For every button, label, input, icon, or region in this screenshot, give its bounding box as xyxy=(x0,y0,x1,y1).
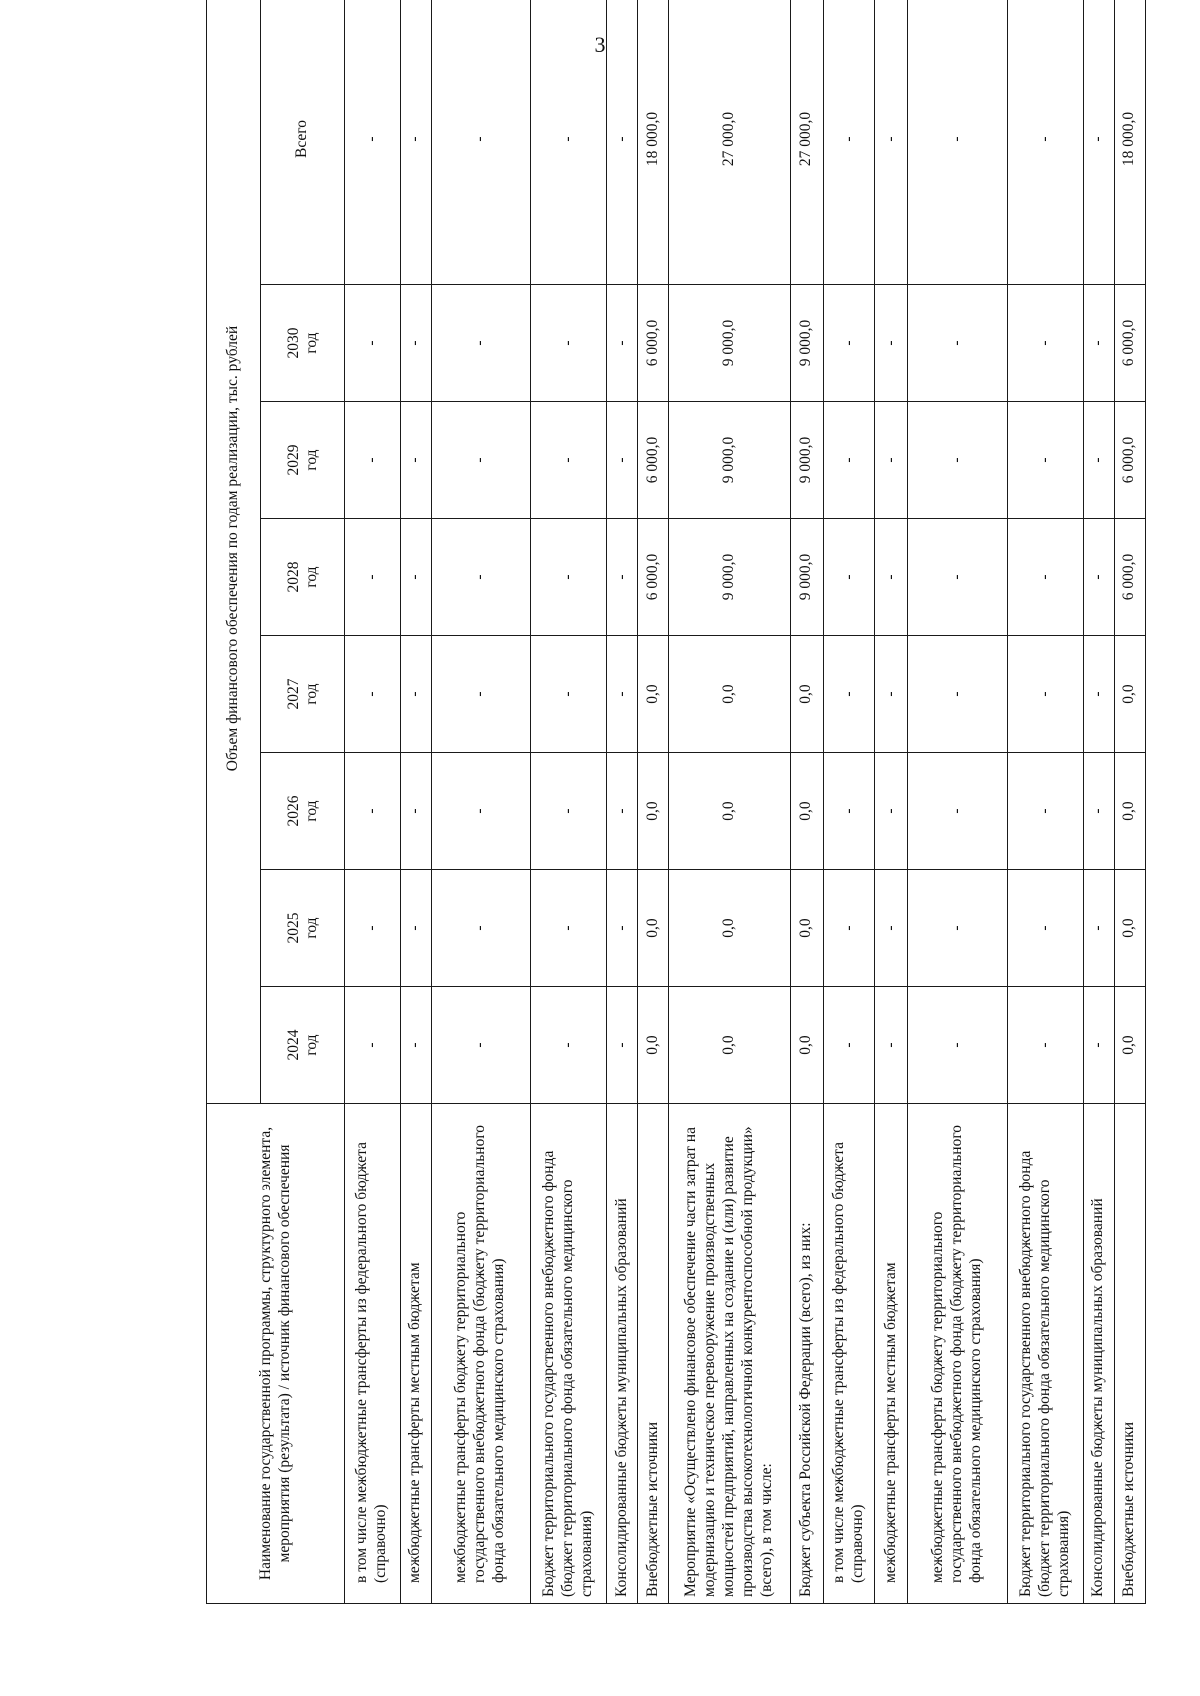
cell-2024: 0,0 xyxy=(1114,987,1145,1104)
cell-2026: - xyxy=(908,753,1007,870)
year-header-2029: 2029 год xyxy=(261,402,345,519)
cell-2029: 6 000,0 xyxy=(638,402,669,519)
cell-2024: - xyxy=(823,987,875,1104)
cell-2030: - xyxy=(345,285,401,402)
cell-2026: 0,0 xyxy=(669,753,791,870)
cell-2027: - xyxy=(875,636,908,753)
cell-2027: - xyxy=(345,636,401,753)
cell-2025: - xyxy=(908,870,1007,987)
year-header-2026: 2026 год xyxy=(261,753,345,870)
row-label: Консолидированные бюджеты муниципальных образований xyxy=(607,1104,638,1604)
cell-2029: - xyxy=(345,402,401,519)
cell-2027: - xyxy=(607,636,638,753)
cell-2029: - xyxy=(908,402,1007,519)
cell-2025: - xyxy=(1083,870,1114,987)
cell-2028: 9 000,0 xyxy=(669,519,791,636)
cell-2027: - xyxy=(431,636,530,753)
table-row xyxy=(607,0,638,1604)
page-number: 3 xyxy=(594,32,606,57)
cell-2028: - xyxy=(431,519,530,636)
row-label: межбюджетные трансферты бюджету территориального государственного внебюджетного фонда (бюджету территориального фонда обязательного медицинского страхования) xyxy=(431,1104,530,1604)
cell-2026: - xyxy=(1083,753,1114,870)
year-header-2025: 2025 год xyxy=(261,870,345,987)
row-label: Внебюджетные источники xyxy=(1114,1104,1145,1604)
cell-total: - xyxy=(400,0,431,285)
cell-2030: - xyxy=(530,285,606,402)
cell-2026: 0,0 xyxy=(1114,753,1145,870)
cell-2028: - xyxy=(1007,519,1083,636)
cell-2026: - xyxy=(431,753,530,870)
table-row xyxy=(875,0,908,1604)
cell-2028: - xyxy=(875,519,908,636)
cell-2030: - xyxy=(1083,285,1114,402)
table-row xyxy=(1007,0,1083,1604)
cell-total: 27 000,0 xyxy=(669,0,791,285)
cell-2024: - xyxy=(530,987,606,1104)
cell-2024: - xyxy=(1083,987,1114,1104)
row-label: межбюджетные трансферты местным бюджетам xyxy=(875,1104,908,1604)
cell-2024: - xyxy=(1007,987,1083,1104)
cell-2024: 0,0 xyxy=(669,987,791,1104)
table-rotator xyxy=(206,94,1146,1604)
cell-2024: - xyxy=(908,987,1007,1104)
cell-2028: - xyxy=(400,519,431,636)
cell-2025: 0,0 xyxy=(790,870,823,987)
name-column-header: Наименование государственной программы, структурного элемента, мероприятия (результата) / источник финансового обеспечения xyxy=(207,1104,345,1604)
cell-2025: - xyxy=(530,870,606,987)
cell-2029: - xyxy=(431,402,530,519)
cell-2026: - xyxy=(345,753,401,870)
table-row xyxy=(1083,0,1114,1604)
cell-2027: 0,0 xyxy=(638,636,669,753)
row-label: межбюджетные трансферты местным бюджетам xyxy=(400,1104,431,1604)
row-label: Бюджет субъекта Российской Федерации (всего), из них: xyxy=(790,1104,823,1604)
cell-total: - xyxy=(1007,0,1083,285)
cell-2025: 0,0 xyxy=(1114,870,1145,987)
cell-2026: - xyxy=(875,753,908,870)
cell-2028: - xyxy=(823,519,875,636)
cell-2030: 9 000,0 xyxy=(790,285,823,402)
cell-2026: - xyxy=(823,753,875,870)
cell-total: - xyxy=(1083,0,1114,285)
cell-2024: 0,0 xyxy=(790,987,823,1104)
cell-2026: 0,0 xyxy=(638,753,669,870)
cell-2024: - xyxy=(607,987,638,1104)
cell-2026: - xyxy=(530,753,606,870)
table-row xyxy=(431,0,530,1604)
year-header-2027: 2027 год xyxy=(261,636,345,753)
cell-2030: - xyxy=(400,285,431,402)
year-header-2030: 2030 год xyxy=(261,285,345,402)
cell-2028: - xyxy=(1083,519,1114,636)
total-header: Всего xyxy=(261,0,345,285)
cell-2025: - xyxy=(823,870,875,987)
cell-2024: - xyxy=(431,987,530,1104)
cell-2028: 6 000,0 xyxy=(638,519,669,636)
cell-2028: - xyxy=(345,519,401,636)
cell-2028: - xyxy=(908,519,1007,636)
cell-total: - xyxy=(530,0,606,285)
row-label: в том числе межбюджетные трансферты из федерального бюджета (справочно) xyxy=(823,1104,875,1604)
cell-2026: - xyxy=(400,753,431,870)
cell-2025: - xyxy=(875,870,908,987)
cell-2027: - xyxy=(1083,636,1114,753)
cell-2030: - xyxy=(823,285,875,402)
cell-2027: - xyxy=(530,636,606,753)
cell-2025: - xyxy=(1007,870,1083,987)
cell-2029: - xyxy=(1007,402,1083,519)
cell-2027: - xyxy=(908,636,1007,753)
cell-total: 27 000,0 xyxy=(790,0,823,285)
cell-2024: - xyxy=(875,987,908,1104)
cell-2027: - xyxy=(400,636,431,753)
cell-2026: - xyxy=(607,753,638,870)
table-row xyxy=(1114,0,1145,1604)
cell-2028: - xyxy=(607,519,638,636)
table-row xyxy=(400,0,431,1604)
cell-total: 18 000,0 xyxy=(638,0,669,285)
cell-2030: 6 000,0 xyxy=(1114,285,1145,402)
cell-2025: 0,0 xyxy=(669,870,791,987)
financing-table xyxy=(206,0,1146,1604)
row-label: Внебюджетные источники xyxy=(638,1104,669,1604)
financing-group-header: Объем финансового обеспечения по годам реализации, тыс. рублей xyxy=(207,0,261,1104)
cell-total: - xyxy=(875,0,908,285)
table-row xyxy=(790,0,823,1604)
table-row xyxy=(908,0,1007,1604)
rotated-table-container xyxy=(206,94,1146,1604)
cell-2029: 6 000,0 xyxy=(1114,402,1145,519)
cell-2030: - xyxy=(1007,285,1083,402)
cell-2029: 9 000,0 xyxy=(790,402,823,519)
table-row xyxy=(345,0,401,1604)
cell-2028: 6 000,0 xyxy=(1114,519,1145,636)
table-row xyxy=(530,0,606,1604)
cell-2024: - xyxy=(345,987,401,1104)
cell-2027: 0,0 xyxy=(669,636,791,753)
cell-2025: - xyxy=(400,870,431,987)
cell-2027: 0,0 xyxy=(790,636,823,753)
row-label: в том числе межбюджетные трансферты из федерального бюджета (справочно) xyxy=(345,1104,401,1604)
cell-2024: 0,0 xyxy=(638,987,669,1104)
cell-2026: - xyxy=(1007,753,1083,870)
year-header-2024: 2024 год xyxy=(261,987,345,1104)
cell-2030: - xyxy=(431,285,530,402)
cell-2025: - xyxy=(431,870,530,987)
cell-2027: 0,0 xyxy=(1114,636,1145,753)
table-row xyxy=(638,0,669,1604)
table-row xyxy=(669,0,791,1604)
cell-total: - xyxy=(823,0,875,285)
cell-2025: 0,0 xyxy=(638,870,669,987)
row-label: Бюджет территориального государственного внебюджетного фонда (бюджет территориального фонда обязательного медицинского страхования) xyxy=(530,1104,606,1604)
cell-2029: - xyxy=(607,402,638,519)
row-label: межбюджетные трансферты бюджету территориального государственного внебюджетного фонда (бюджету территориального фонда обязательного медицинского страхования) xyxy=(908,1104,1007,1604)
cell-2030: 9 000,0 xyxy=(669,285,791,402)
cell-total: - xyxy=(607,0,638,285)
cell-2027: - xyxy=(823,636,875,753)
cell-2028: - xyxy=(530,519,606,636)
cell-total: - xyxy=(431,0,530,285)
cell-2029: - xyxy=(530,402,606,519)
cell-2025: - xyxy=(345,870,401,987)
cell-2029: - xyxy=(1083,402,1114,519)
row-label: Консолидированные бюджеты муниципальных образований xyxy=(1083,1104,1114,1604)
cell-total: - xyxy=(345,0,401,285)
cell-2028: 9 000,0 xyxy=(790,519,823,636)
cell-2029: - xyxy=(823,402,875,519)
cell-2024: - xyxy=(400,987,431,1104)
cell-total: - xyxy=(908,0,1007,285)
row-label: Мероприятие «Осуществлено финансовое обеспечение части затрат на модернизацию и техническое перевооружение производственных мощностей предприятий, направленных на создание и (или) развитие производства высокотехнологичной конкурентоспособной продукции» (всего), в том числе: xyxy=(669,1104,791,1604)
cell-2026: 0,0 xyxy=(790,753,823,870)
cell-2029: - xyxy=(400,402,431,519)
cell-2030: - xyxy=(875,285,908,402)
year-header-2028: 2028 год xyxy=(261,519,345,636)
cell-2029: 9 000,0 xyxy=(669,402,791,519)
cell-2029: - xyxy=(875,402,908,519)
cell-2030: - xyxy=(607,285,638,402)
table-row xyxy=(823,0,875,1604)
cell-2030: - xyxy=(908,285,1007,402)
cell-2027: - xyxy=(1007,636,1083,753)
header-row-1 xyxy=(207,0,261,1604)
cell-2025: - xyxy=(607,870,638,987)
cell-total: 18 000,0 xyxy=(1114,0,1145,285)
row-label: Бюджет территориального государственного внебюджетного фонда (бюджет территориального фонда обязательного медицинского страхования) xyxy=(1007,1104,1083,1604)
cell-2030: 6 000,0 xyxy=(638,285,669,402)
